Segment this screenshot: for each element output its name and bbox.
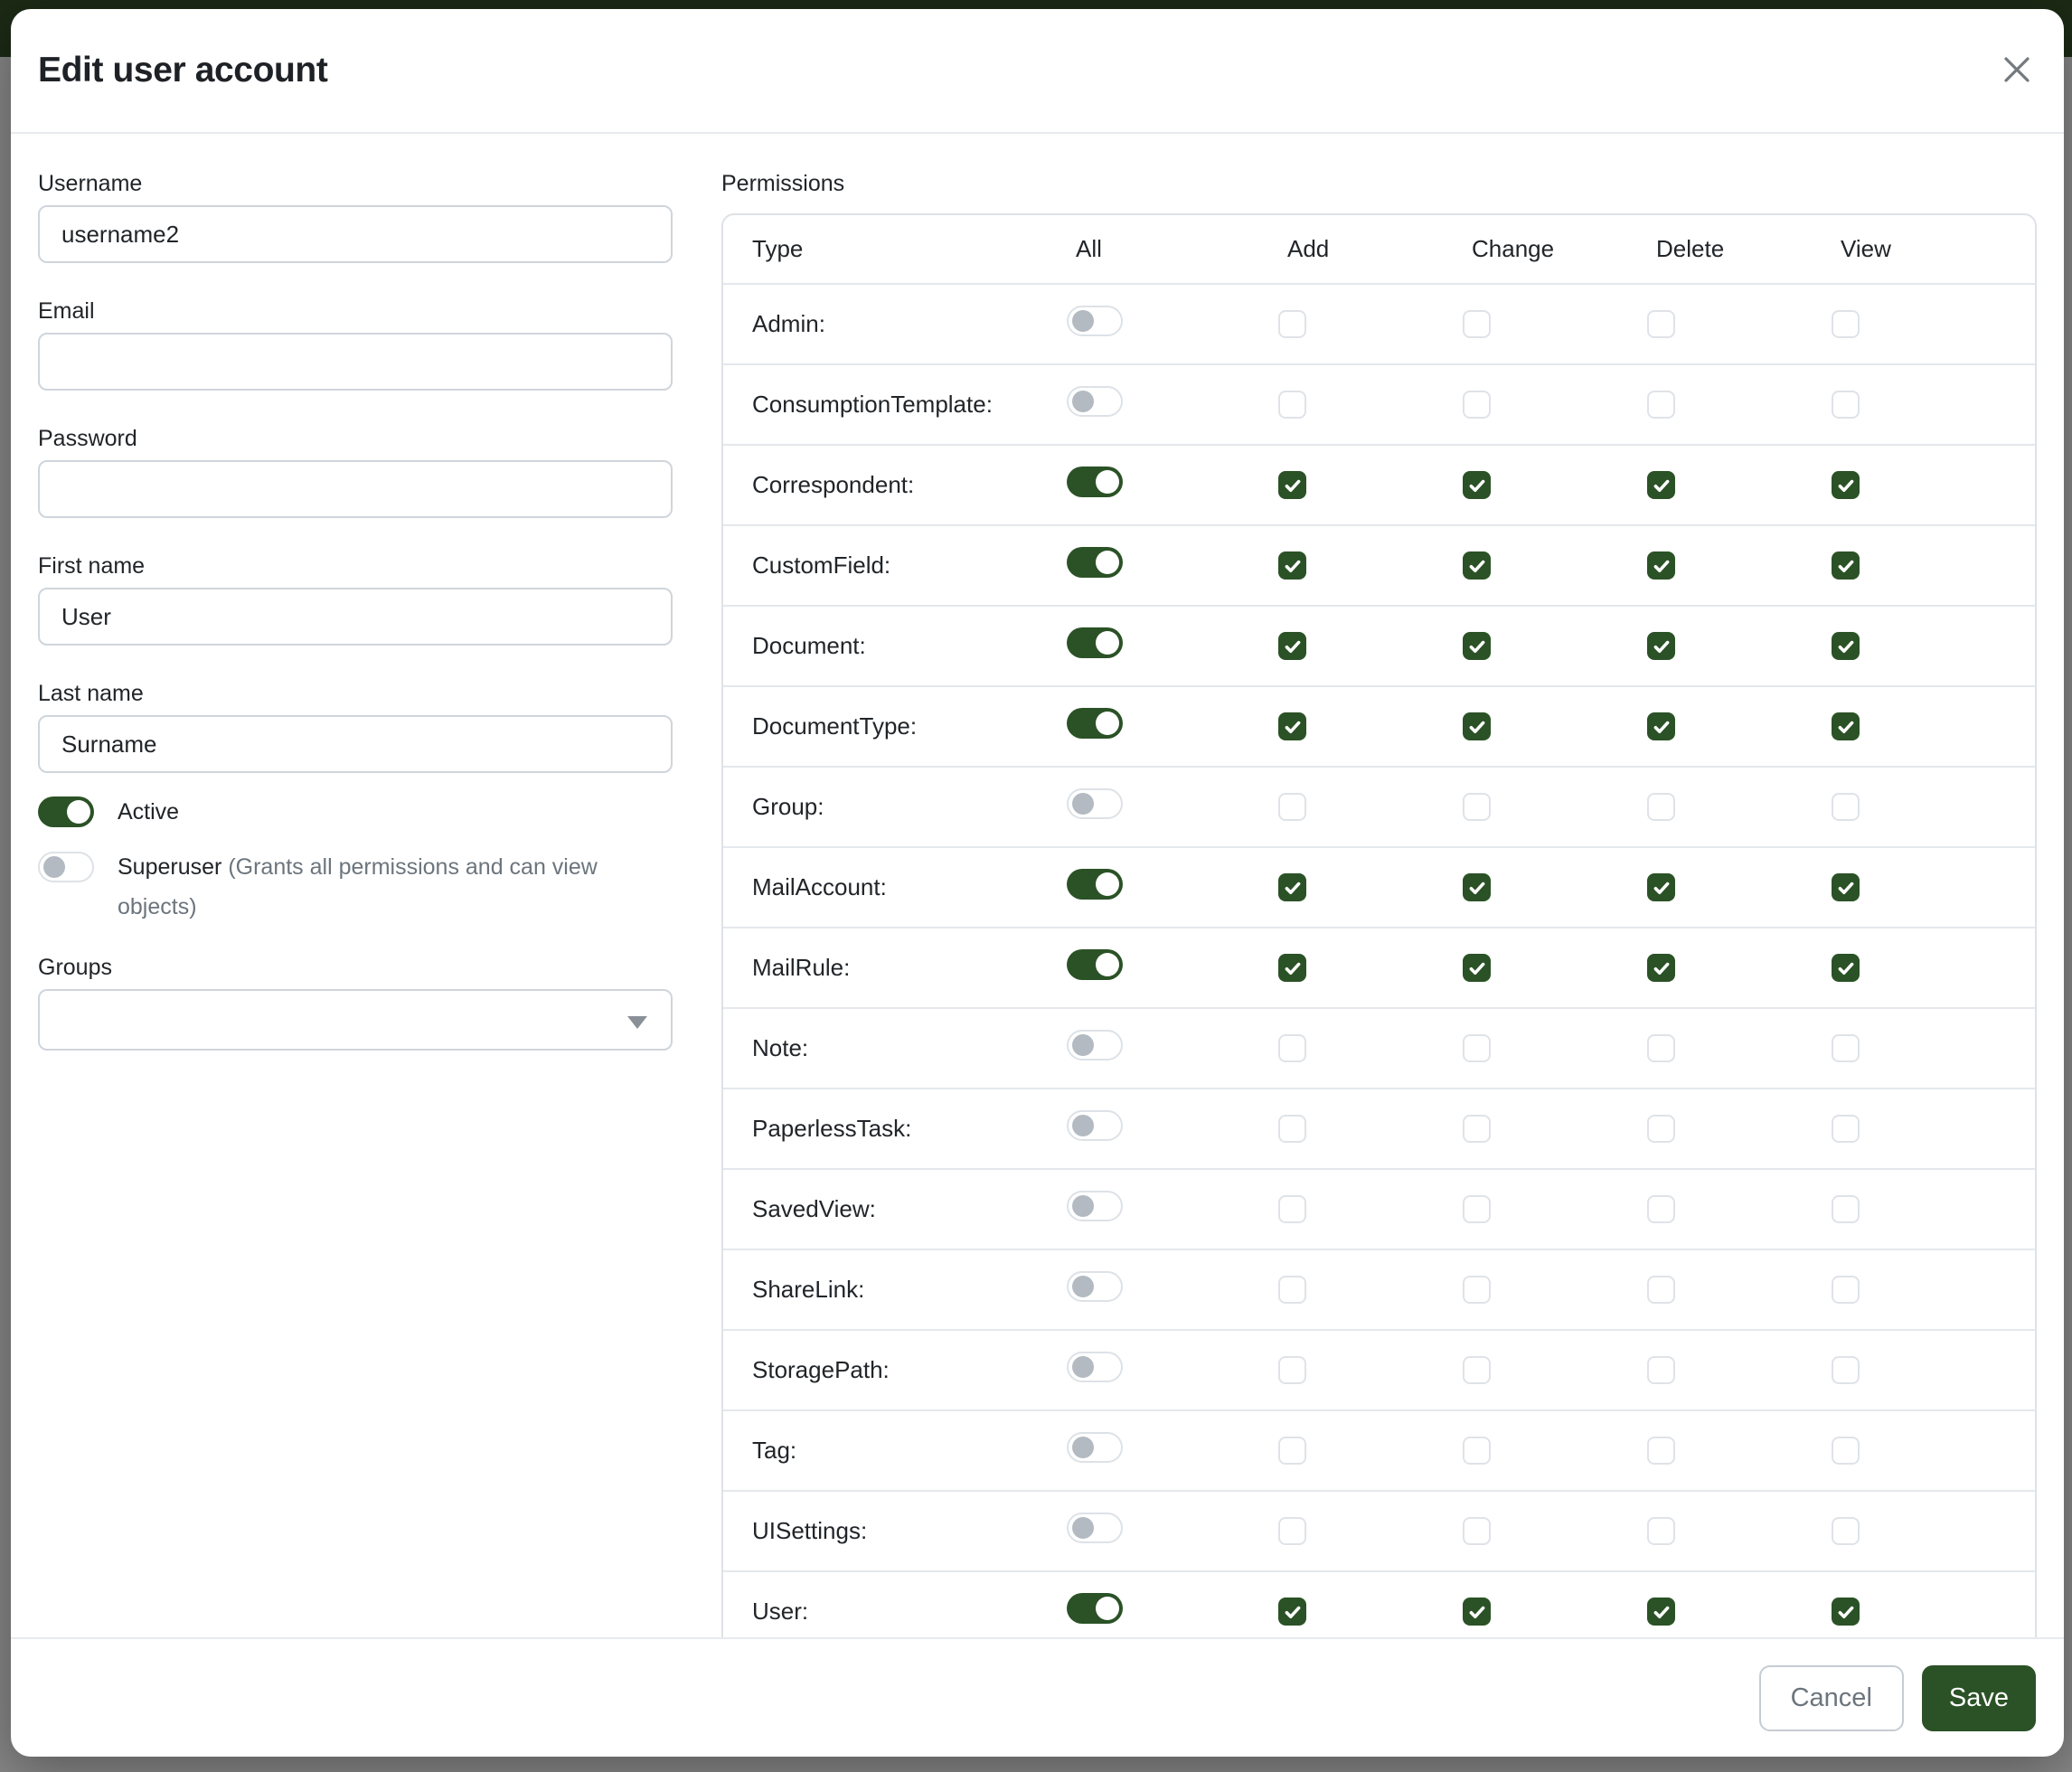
toggle-knob xyxy=(1096,872,1119,896)
toggle-knob xyxy=(1072,1276,1094,1297)
toggle-knob xyxy=(1072,391,1094,412)
perm-checkbox-view[interactable] xyxy=(1832,712,1860,740)
permission-row xyxy=(723,524,2035,605)
superuser-row xyxy=(38,847,673,927)
perm-checkbox-view[interactable] xyxy=(1832,1517,1860,1545)
edit-user-modal xyxy=(11,9,2064,1757)
perm-checkbox-view[interactable] xyxy=(1832,551,1860,580)
perm-toggle-all[interactable] xyxy=(1067,708,1123,739)
perm-checkbox-delete[interactable] xyxy=(1647,1598,1675,1626)
chevron-down-icon xyxy=(627,1016,647,1029)
toggle-knob xyxy=(1096,1597,1119,1620)
email-label: Email xyxy=(38,298,95,324)
toggle-knob xyxy=(67,800,90,824)
permission-row xyxy=(723,846,2035,927)
permission-type-label: ShareLink: xyxy=(752,1276,865,1303)
perm-checkbox-delete[interactable] xyxy=(1647,471,1675,499)
modal-body xyxy=(11,134,2064,1637)
perm-checkbox-delete[interactable] xyxy=(1647,1276,1675,1304)
perm-checkbox-change[interactable] xyxy=(1463,1115,1491,1143)
perm-checkbox-add[interactable] xyxy=(1278,1356,1306,1384)
perm-toggle-all[interactable] xyxy=(1067,869,1123,900)
perm-checkbox-delete[interactable] xyxy=(1647,391,1675,419)
perm-checkbox-delete[interactable] xyxy=(1647,1517,1675,1545)
perm-checkbox-view[interactable] xyxy=(1832,873,1860,901)
permission-type-label: CustomField: xyxy=(752,551,891,579)
perm-toggle-all[interactable] xyxy=(1067,627,1123,658)
perm-checkbox-add[interactable] xyxy=(1278,793,1306,821)
perm-checkbox-delete[interactable] xyxy=(1647,873,1675,901)
toggle-knob xyxy=(1072,1517,1094,1539)
superuser-toggle[interactable] xyxy=(38,852,94,882)
perm-checkbox-delete[interactable] xyxy=(1647,954,1675,982)
toggle-knob xyxy=(1096,551,1119,574)
perm-checkbox-add[interactable] xyxy=(1278,1276,1306,1304)
perm-toggle-all[interactable] xyxy=(1067,1271,1123,1302)
permission-type-label: User: xyxy=(752,1598,809,1625)
last-name-group xyxy=(38,680,673,773)
perm-checkbox-view[interactable] xyxy=(1832,793,1860,821)
permission-row xyxy=(723,1007,2035,1088)
perm-toggle-all[interactable] xyxy=(1067,1352,1123,1382)
toggle-knob xyxy=(1072,310,1094,332)
perm-checkbox-view[interactable] xyxy=(1832,1437,1860,1465)
perm-checkbox-view[interactable] xyxy=(1832,1115,1860,1143)
perm-checkbox-add[interactable] xyxy=(1278,954,1306,982)
superuser-text xyxy=(118,847,642,927)
toggle-knob xyxy=(1096,631,1119,655)
column-header-type: Type xyxy=(752,235,804,262)
email-group xyxy=(38,297,673,391)
perm-checkbox-add[interactable] xyxy=(1278,1195,1306,1223)
perm-toggle-all[interactable] xyxy=(1067,1513,1123,1543)
perm-checkbox-add[interactable] xyxy=(1278,471,1306,499)
perm-checkbox-delete[interactable] xyxy=(1647,712,1675,740)
cancel-button[interactable]: Cancel xyxy=(1759,1665,1904,1731)
perm-checkbox-view[interactable] xyxy=(1832,632,1860,660)
toggle-knob xyxy=(1096,953,1119,976)
permission-type-label: Note: xyxy=(752,1034,809,1061)
permission-type-label: Document: xyxy=(752,632,866,659)
toggle-knob xyxy=(1072,1437,1094,1458)
permission-row xyxy=(723,1249,2035,1329)
perm-toggle-all[interactable] xyxy=(1067,467,1123,497)
password-field[interactable] xyxy=(38,460,673,518)
permissions-header-row xyxy=(723,215,2035,283)
permission-type-label: UISettings: xyxy=(752,1517,868,1544)
perm-checkbox-change[interactable] xyxy=(1463,1195,1491,1223)
perm-checkbox-change[interactable] xyxy=(1463,793,1491,821)
perm-checkbox-delete[interactable] xyxy=(1647,1356,1675,1384)
perm-checkbox-add[interactable] xyxy=(1278,1034,1306,1062)
perm-checkbox-change[interactable] xyxy=(1463,551,1491,580)
perm-checkbox-change[interactable] xyxy=(1463,1034,1491,1062)
modal-title: Edit user account xyxy=(38,51,328,90)
first-name-label: First name xyxy=(38,553,146,579)
perm-checkbox-delete[interactable] xyxy=(1647,1115,1675,1143)
permission-type-label: ConsumptionTemplate: xyxy=(752,391,993,418)
permission-type-label: PaperlessTask: xyxy=(752,1115,912,1142)
perm-toggle-all[interactable] xyxy=(1067,1030,1123,1060)
perm-checkbox-add[interactable] xyxy=(1278,1437,1306,1465)
permission-row xyxy=(723,283,2035,363)
perm-checkbox-view[interactable] xyxy=(1832,1034,1860,1062)
perm-checkbox-add[interactable] xyxy=(1278,310,1306,338)
perm-checkbox-delete[interactable] xyxy=(1647,1034,1675,1062)
perm-checkbox-view[interactable] xyxy=(1832,310,1860,338)
perm-checkbox-add[interactable] xyxy=(1278,873,1306,901)
superuser-label: Superuser xyxy=(118,854,222,880)
permission-row xyxy=(723,1088,2035,1168)
toggle-knob xyxy=(1072,1034,1094,1056)
toggle-knob xyxy=(1096,712,1119,735)
perm-checkbox-change[interactable] xyxy=(1463,873,1491,901)
toggle-knob xyxy=(1072,1195,1094,1217)
close-icon xyxy=(1996,49,2038,93)
perm-checkbox-view[interactable] xyxy=(1832,1195,1860,1223)
permission-row xyxy=(723,685,2035,766)
column-header-delete: Delete xyxy=(1656,235,1725,262)
permission-type-label: Group: xyxy=(752,793,824,820)
perm-checkbox-change[interactable] xyxy=(1463,1356,1491,1384)
permission-row xyxy=(723,1168,2035,1249)
modal-footer xyxy=(11,1637,2064,1757)
perm-toggle-all[interactable] xyxy=(1067,386,1123,417)
perm-checkbox-add[interactable] xyxy=(1278,1115,1306,1143)
perm-checkbox-change[interactable] xyxy=(1463,471,1491,499)
permission-row xyxy=(723,1570,2035,1637)
groups-label: Groups xyxy=(38,955,112,980)
first-name-field[interactable] xyxy=(38,588,673,646)
perm-toggle-all[interactable] xyxy=(1067,1432,1123,1463)
permission-type-label: SavedView: xyxy=(752,1195,876,1222)
perm-checkbox-add[interactable] xyxy=(1278,1517,1306,1545)
permission-row xyxy=(723,444,2035,524)
permission-type-label: MailRule: xyxy=(752,954,851,981)
toggle-knob xyxy=(1072,1115,1094,1136)
perm-toggle-all[interactable] xyxy=(1067,788,1123,819)
permission-row xyxy=(723,363,2035,444)
groups-select[interactable] xyxy=(38,989,673,1051)
perm-checkbox-delete[interactable] xyxy=(1647,310,1675,338)
perm-checkbox-change[interactable] xyxy=(1463,712,1491,740)
toggle-knob xyxy=(43,856,65,878)
first-name-group xyxy=(38,552,673,646)
active-row xyxy=(38,796,673,827)
perm-toggle-all[interactable] xyxy=(1067,547,1123,578)
email-field[interactable] xyxy=(38,333,673,391)
permission-type-label: DocumentType: xyxy=(752,712,918,740)
permission-row xyxy=(723,1329,2035,1409)
perm-checkbox-view[interactable] xyxy=(1832,1598,1860,1626)
perm-toggle-all[interactable] xyxy=(1067,1191,1123,1221)
column-header-view: View xyxy=(1841,235,1891,262)
permission-row xyxy=(723,1490,2035,1570)
close-button[interactable] xyxy=(1988,42,2046,99)
column-header-add: Add xyxy=(1287,235,1330,262)
last-name-label: Last name xyxy=(38,681,144,706)
perm-checkbox-view[interactable] xyxy=(1832,954,1860,982)
permission-type-label: Correspondent: xyxy=(752,471,915,498)
username-group xyxy=(38,170,673,263)
perm-checkbox-view[interactable] xyxy=(1832,471,1860,499)
perm-checkbox-delete[interactable] xyxy=(1647,551,1675,580)
perm-checkbox-change[interactable] xyxy=(1463,1437,1491,1465)
perm-checkbox-change[interactable] xyxy=(1463,1598,1491,1626)
active-label: Active xyxy=(118,799,180,825)
user-form xyxy=(38,170,673,1637)
permission-type-label: StoragePath: xyxy=(752,1356,890,1383)
username-input[interactable] xyxy=(38,205,673,263)
column-header-all: All xyxy=(1076,235,1102,262)
permission-type-label: Tag: xyxy=(752,1437,797,1464)
perm-checkbox-add[interactable] xyxy=(1278,551,1306,580)
permission-row xyxy=(723,766,2035,846)
groups-group xyxy=(38,954,673,1051)
perm-checkbox-delete[interactable] xyxy=(1647,1437,1675,1465)
perm-checkbox-change[interactable] xyxy=(1463,954,1491,982)
permissions-label: Permissions xyxy=(721,171,845,196)
perm-toggle-all[interactable] xyxy=(1067,306,1123,336)
perm-checkbox-add[interactable] xyxy=(1278,712,1306,740)
perm-checkbox-delete[interactable] xyxy=(1647,1195,1675,1223)
perm-checkbox-change[interactable] xyxy=(1463,1517,1491,1545)
perm-checkbox-change[interactable] xyxy=(1463,391,1491,419)
permission-row xyxy=(723,1409,2035,1490)
perm-checkbox-delete[interactable] xyxy=(1647,793,1675,821)
perm-toggle-all[interactable] xyxy=(1067,1593,1123,1624)
permissions-table xyxy=(721,213,2037,1637)
toggle-knob xyxy=(1096,470,1119,494)
toggle-knob xyxy=(1072,793,1094,815)
perm-checkbox-change[interactable] xyxy=(1463,1276,1491,1304)
username-label: Username xyxy=(38,171,143,196)
perm-checkbox-add[interactable] xyxy=(1278,1598,1306,1626)
last-name-field[interactable] xyxy=(38,715,673,773)
column-header-change: Change xyxy=(1472,235,1555,262)
perm-toggle-all[interactable] xyxy=(1067,1110,1123,1141)
superuser-hint: (Grants all permissions and can view objects) xyxy=(118,854,598,919)
perm-checkbox-delete[interactable] xyxy=(1647,632,1675,660)
permission-type-label: Admin: xyxy=(752,310,825,337)
perm-checkbox-change[interactable] xyxy=(1463,632,1491,660)
modal-header xyxy=(11,9,2064,134)
perm-toggle-all[interactable] xyxy=(1067,949,1123,980)
perm-checkbox-view[interactable] xyxy=(1832,391,1860,419)
permission-type-label: MailAccount: xyxy=(752,873,887,900)
perm-checkbox-view[interactable] xyxy=(1832,1356,1860,1384)
permission-row xyxy=(723,927,2035,1007)
perm-checkbox-view[interactable] xyxy=(1832,1276,1860,1304)
perm-checkbox-add[interactable] xyxy=(1278,391,1306,419)
toggle-knob xyxy=(1072,1356,1094,1378)
save-button[interactable]: Save xyxy=(1922,1665,2036,1731)
password-label: Password xyxy=(38,426,137,451)
perm-checkbox-add[interactable] xyxy=(1278,632,1306,660)
perm-checkbox-change[interactable] xyxy=(1463,310,1491,338)
permissions-section xyxy=(721,170,2037,1637)
active-toggle[interactable] xyxy=(38,796,94,827)
password-group xyxy=(38,425,673,518)
permission-row xyxy=(723,605,2035,685)
